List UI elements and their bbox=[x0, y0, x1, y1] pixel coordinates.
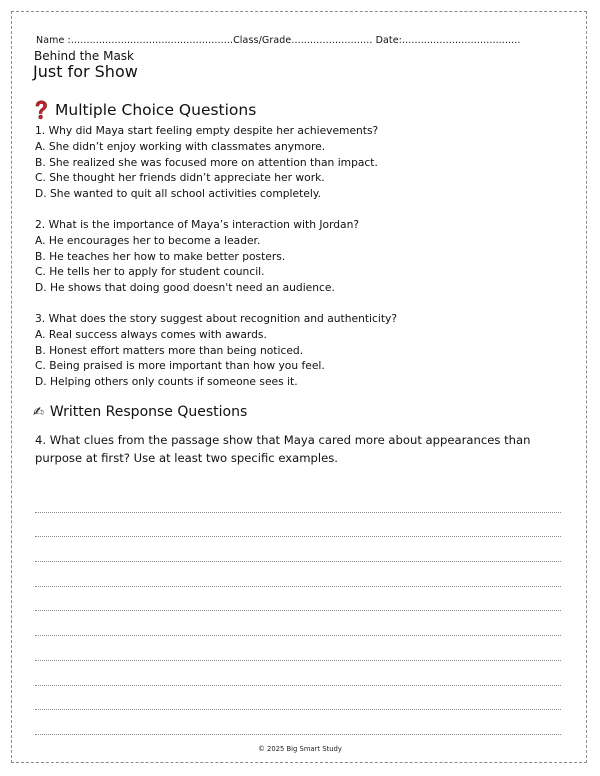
answer-option: A. She didn’t enjoy working with classmates anymore. bbox=[35, 139, 326, 153]
answer-line[interactable] bbox=[35, 661, 561, 686]
answer-line[interactable] bbox=[35, 636, 561, 661]
question-2 bbox=[35, 217, 359, 296]
writing-hand-icon: ✍ bbox=[33, 404, 44, 420]
answer-line[interactable] bbox=[35, 611, 561, 636]
question-prompt: 1. Why did Maya start feeling empty despite her achievements? bbox=[35, 124, 379, 137]
answer-line[interactable] bbox=[35, 587, 561, 612]
answer-option: D. She wanted to quit all school activities completely. bbox=[35, 187, 322, 201]
answer-line[interactable] bbox=[35, 513, 561, 538]
question-3 bbox=[35, 311, 397, 390]
written-response-heading bbox=[33, 404, 247, 420]
answer-option: A. Real success always comes with awards. bbox=[35, 327, 267, 341]
multiple-choice-heading bbox=[33, 100, 256, 120]
answer-option: B. Honest effort matters more than being noticed. bbox=[35, 343, 304, 357]
answer-lines bbox=[35, 488, 561, 735]
answer-option: C. Being praised is more important than how you feel. bbox=[35, 359, 325, 373]
answer-option: B. She realized she was focused more on attention than impact. bbox=[35, 155, 378, 169]
question-1 bbox=[35, 123, 378, 202]
answer-option: C. He tells her to apply for student council. bbox=[35, 265, 265, 279]
question-prompt: 2. What is the importance of Maya’s interaction with Jordan? bbox=[35, 218, 360, 231]
answer-option: C. She thought her friends didn’t appreciate her work. bbox=[35, 171, 325, 185]
answer-line[interactable] bbox=[35, 710, 561, 735]
answer-line[interactable] bbox=[35, 537, 561, 562]
question-prompt: 3. What does the story suggest about recognition and authenticity? bbox=[35, 312, 398, 325]
answer-option: B. He teaches her how to make better posters. bbox=[35, 249, 286, 263]
answer-line[interactable] bbox=[35, 562, 561, 587]
written-response-heading-text: Written Response Questions bbox=[49, 404, 248, 420]
answer-line[interactable] bbox=[35, 488, 561, 513]
red-question-mark-icon bbox=[33, 100, 49, 120]
multiple-choice-heading-text: Multiple Choice Questions bbox=[55, 101, 257, 119]
student-info-line: Name :....................................................Class/Grade.......................... Date:...................................... bbox=[36, 35, 521, 46]
story-subtitle: Just for Show bbox=[33, 62, 138, 81]
answer-option: D. He shows that doing good doesn't need an audience. bbox=[35, 281, 335, 295]
answer-option: A. He encourages her to become a leader. bbox=[35, 233, 261, 247]
answer-option: D. Helping others only counts if someone sees it. bbox=[35, 375, 298, 389]
answer-line[interactable] bbox=[35, 686, 561, 711]
copyright-footer: © 2025 Big Smart Study bbox=[258, 745, 342, 753]
written-question-prompt: 4. What clues from the passage show that Maya cared more about appearances than purpose at first? Use at least two specific examples. bbox=[35, 433, 531, 465]
story-title: Behind the Mask bbox=[34, 49, 135, 63]
